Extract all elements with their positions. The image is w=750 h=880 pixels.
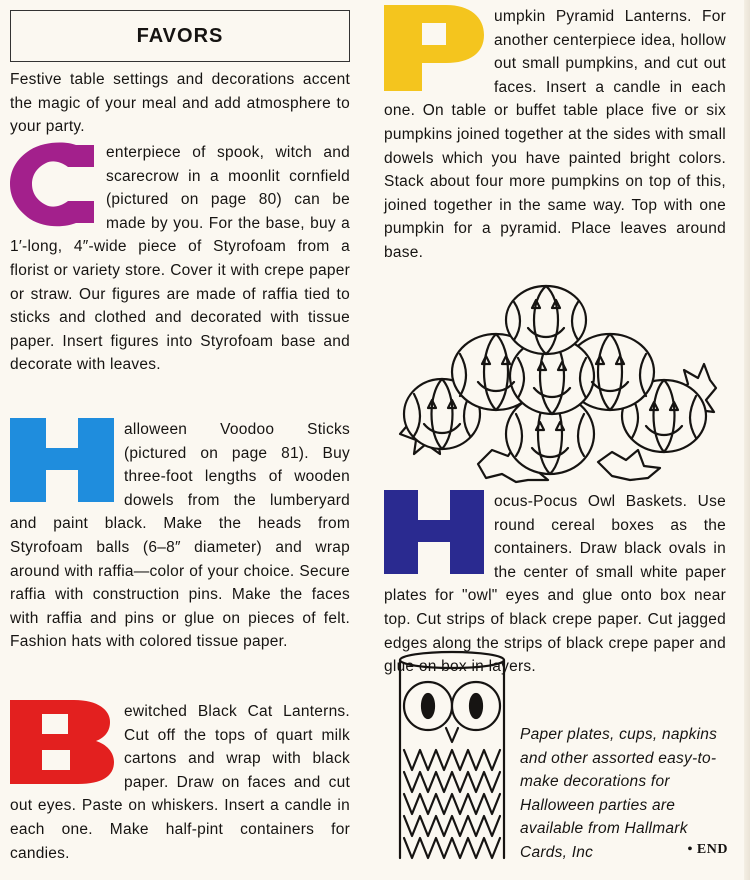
drop-cap-p-icon — [384, 5, 484, 91]
drop-cap-letter — [384, 5, 484, 91]
owl-basket-drawing — [390, 648, 514, 870]
intro-paragraph: Festive table settings and decorations accent the magic of your meal and add atmosphere to your party. — [10, 71, 350, 136]
centerpiece-section — [10, 141, 350, 377]
hallmark-note: Paper plates, cups, napkins and other assorted easy-to-make decorations for Halloween parties are available from Hallmark Cards, Inc — [520, 726, 718, 861]
drop-cap-c-icon — [10, 141, 96, 227]
drop-cap-letter — [10, 418, 114, 502]
owl-baskets-text: ocus-Pocus Owl Baskets. Use round cereal boxes as the containers. Draw black ovals in the center of small white paper plates for "owl" eyes and glue onto box near top. Cut strips of black crepe paper. Cut jagged edges along the strips of black crepe paper and glue on box in layers. — [384, 493, 726, 676]
drop-cap-letter — [384, 490, 484, 574]
pumpkin-pyramid-section — [384, 5, 726, 265]
black-cat-text: ewitched Black Cat Lanterns. Cut off the tops of quart milk cartons and wrap with black paper. Draw on faces and cut out eyes. Paste on whiskers. Insert a candle in each one. Make half-pint containers for candies. — [10, 703, 350, 862]
pumpkin-pyramid-drawing — [398, 284, 718, 484]
drop-cap-b-icon — [10, 700, 114, 784]
section-title: FAVORS — [10, 10, 350, 62]
drop-cap-h-navy-icon — [384, 490, 484, 574]
drop-cap-letter — [10, 700, 114, 784]
page-edge — [744, 0, 750, 880]
drop-cap-letter — [10, 141, 96, 227]
centerpiece-text: enterpiece of spook, witch and scarecrow in a moonlit cornfield (pictured on page 80) can be made by you. For the base, buy a 1′-long, 4″-wide piece of Styrofoam from a florist or variety store. Cover it with crepe paper or straw. Our figures are made of raffia tied to sticks and clothed and decorated with tissue paper. Insert figures into Styrofoam base and decorate with leaves. — [10, 144, 350, 374]
drop-cap-h-blue-icon — [10, 418, 114, 502]
end-mark: • END — [687, 842, 728, 857]
black-cat-section — [10, 700, 350, 865]
voodoo-sticks-text: alloween Voodoo Sticks (pictured on page 81). Buy three-foot lengths of wooden dowels from the lumberyard and paint black. Make the heads from Styrofoam balls (6–8″ diameter) and wrap around with raffia—color of your choice. Secure raffia with construction pins. Make the faces with raffia and pins or glue on pieces of felt. Fashion hats with colored tissue paper. — [10, 421, 350, 651]
pumpkin-pyramid-text: umpkin Pyramid Lanterns. For another centerpiece idea, hollow out small pumpkins, and cut out faces. Insert a candle in each one. On table or buffet table place five or six pumpkins joined together at the sides with small dowels which you have painted bright colors. Stack about four more pumpkins on top of this, joined together in the same way. Top with one pumpkin for a pyramid. Place leaves around base. — [384, 8, 726, 261]
voodoo-sticks-section — [10, 418, 350, 654]
